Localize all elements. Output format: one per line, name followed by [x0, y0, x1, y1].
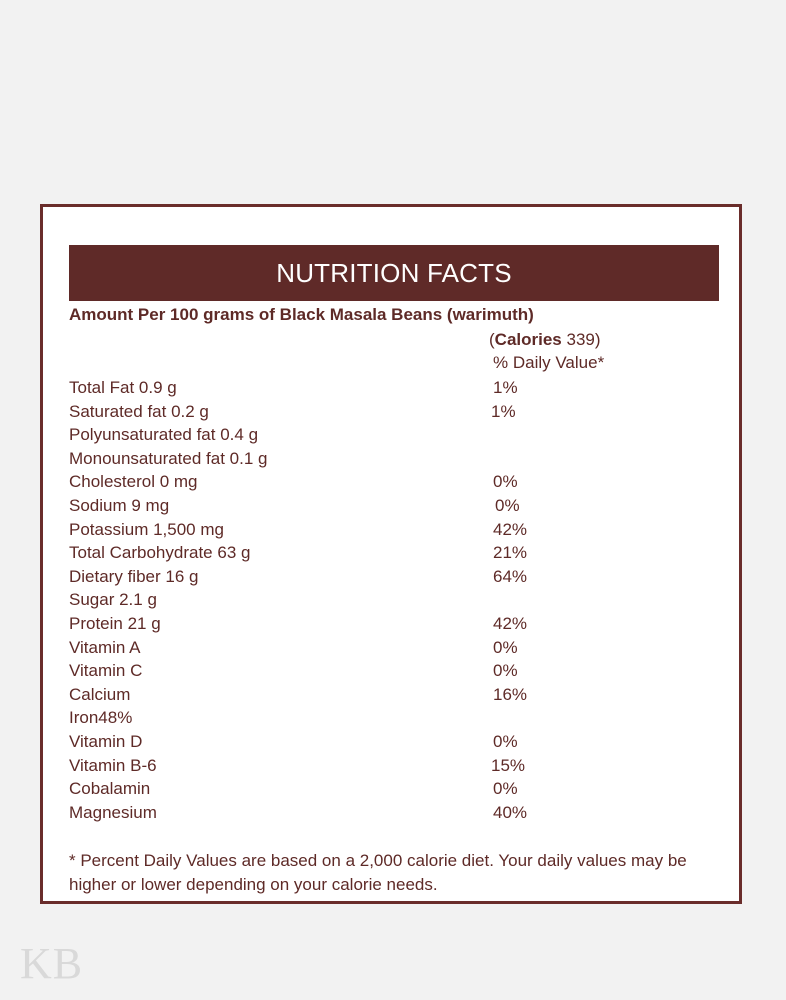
- nutrient-daily-value: 16%: [493, 684, 528, 704]
- nutrient-row: [69, 423, 689, 447]
- nutrient-name: Sugar 2.1 g: [69, 590, 157, 610]
- calories-line: [489, 330, 601, 350]
- nutrition-facts-panel: [40, 204, 742, 904]
- nutrient-row: [69, 494, 689, 518]
- nutrient-name: Calcium: [69, 684, 131, 704]
- nutrient-daily-value: 0%: [493, 779, 518, 799]
- daily-value-header: % Daily Value*: [493, 353, 605, 372]
- nutrient-daily-value: 0%: [493, 661, 518, 681]
- nutrient-daily-value: 64%: [493, 566, 528, 586]
- nutrient-name: Vitamin C: [69, 661, 143, 681]
- nutrient-daily-value: 42%: [493, 613, 528, 633]
- nutrient-name: Vitamin B-6: [69, 755, 157, 775]
- calories-value: 339): [566, 330, 601, 349]
- nutrient-row: [69, 636, 689, 660]
- nutrient-daily-value: 1%: [493, 378, 518, 397]
- serving-amount-line: Amount Per 100 grams of Black Masala Beans (warimuth): [69, 305, 534, 324]
- nutrient-name: Total Carbohydrate 63 g: [69, 543, 251, 563]
- nutrient-name: Vitamin D: [69, 731, 143, 751]
- nutrient-daily-value: 42%: [493, 519, 528, 539]
- nutrient-row: [69, 659, 689, 683]
- nutrient-name: Sodium 9 mg: [69, 495, 170, 515]
- nutrient-row: [69, 376, 689, 400]
- nutrient-list: [69, 376, 689, 824]
- nutrient-daily-value: 1%: [491, 401, 516, 421]
- nutrient-daily-value: 0%: [493, 472, 518, 492]
- calories-open-paren: (: [489, 330, 495, 349]
- nutrient-daily-value: 21%: [493, 543, 528, 563]
- nutrient-name: Dietary fiber 16 g: [69, 566, 199, 586]
- nutrient-daily-value: 0%: [493, 731, 518, 751]
- nutrient-row: [69, 777, 689, 801]
- calories-label: Calories: [494, 330, 562, 349]
- nutrition-facts-title: NUTRITION FACTS: [69, 245, 719, 301]
- nutrient-row: [69, 518, 689, 542]
- nutrient-row: [69, 588, 689, 612]
- kb-logo-watermark: KB: [20, 939, 84, 988]
- nutrient-daily-value: 15%: [491, 755, 526, 775]
- nutrient-row: [69, 730, 689, 754]
- nutrient-row: [69, 400, 689, 424]
- nutrient-daily-value: 0%: [493, 637, 518, 657]
- nutrient-name: Monounsaturated fat 0.1 g: [69, 448, 268, 468]
- nutrient-daily-value: 0%: [495, 495, 520, 515]
- nutrient-row: [69, 447, 689, 471]
- nutrient-row: [69, 565, 689, 589]
- nutrient-row: [69, 706, 689, 730]
- nutrient-row: [69, 801, 689, 825]
- nutrient-name: Total Fat 0.9 g: [69, 378, 177, 397]
- nutrient-daily-value: 40%: [493, 802, 528, 822]
- nutrient-name: Potassium 1,500 mg: [69, 519, 224, 539]
- daily-value-footnote: * Percent Daily Values are based on a 2,000 calorie diet. Your daily values may be higher or lower depending on your calorie needs.: [69, 851, 687, 894]
- nutrient-name: Cobalamin: [69, 779, 151, 799]
- nutrient-name: Protein 21 g: [69, 613, 161, 633]
- nutrient-name: Vitamin A: [69, 637, 141, 657]
- nutrient-name: Polyunsaturated fat 0.4 g: [69, 425, 259, 445]
- nutrient-row: [69, 470, 689, 494]
- nutrient-row: [69, 612, 689, 636]
- nutrient-row: [69, 683, 689, 707]
- nutrient-name: Magnesium: [69, 802, 157, 822]
- nutrient-name: Iron48%: [69, 708, 133, 728]
- nutrient-name: Saturated fat 0.2 g: [69, 401, 209, 421]
- nutrient-row: [69, 541, 689, 565]
- nutrient-name: Cholesterol 0 mg: [69, 472, 198, 492]
- nutrient-row: [69, 754, 689, 778]
